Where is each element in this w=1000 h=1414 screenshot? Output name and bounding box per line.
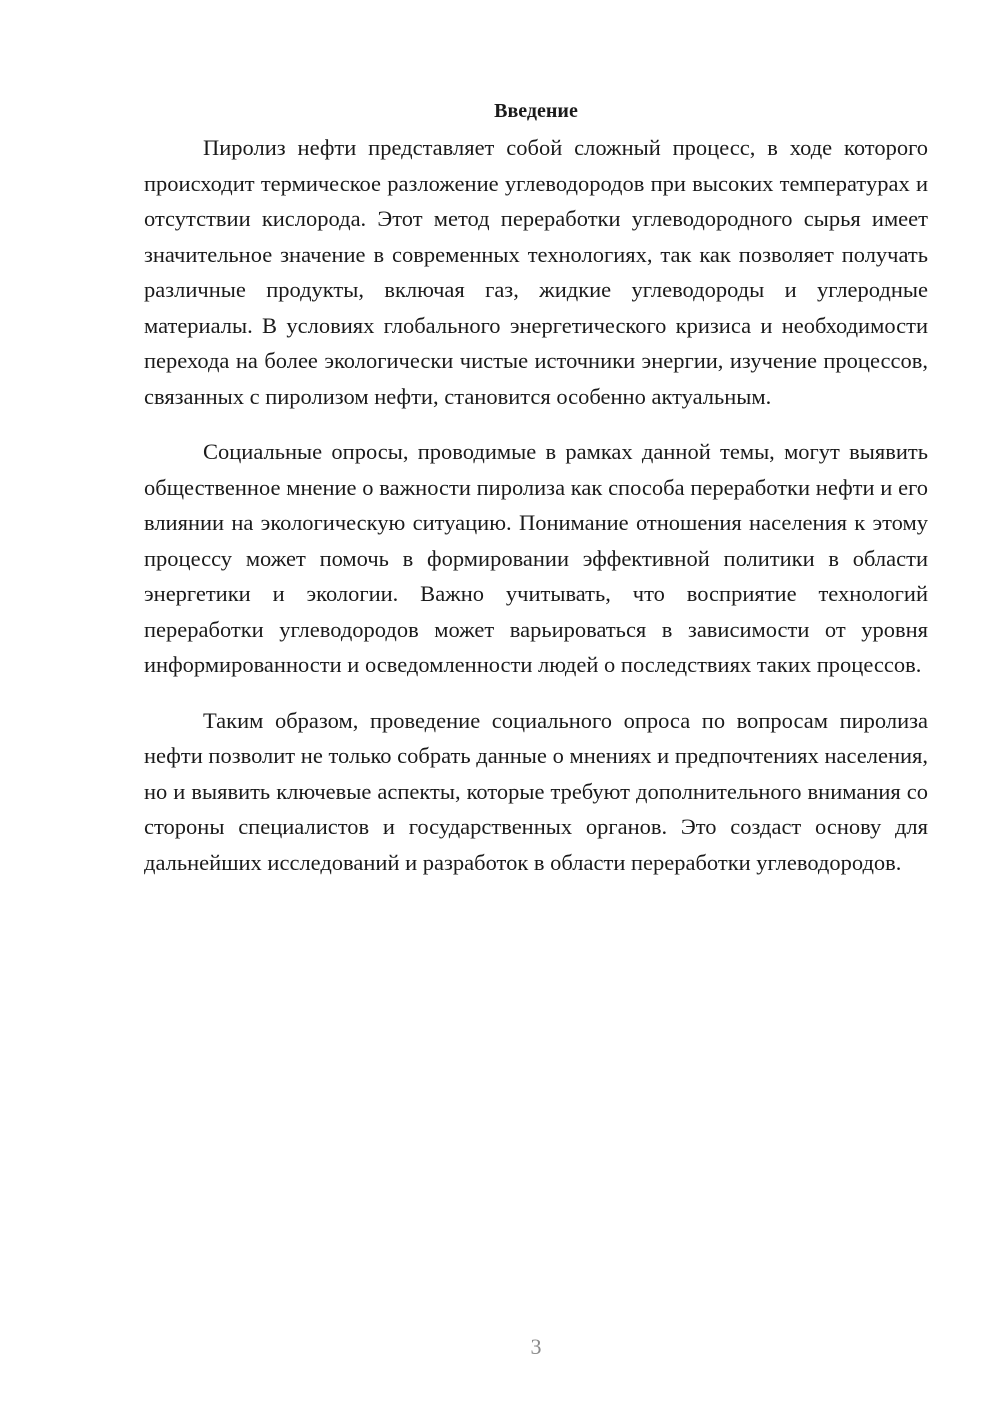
page-content [144,96,928,880]
section-title: Введение [494,100,578,122]
paragraph-3: Таким образом, проведение социального опроса по вопросам пиролиза нефти позволит не только собрать данные о мнениях и предпочтениях населения, но и выявить ключевые аспекты, которые требуют дополнительного внимания со стороны специалистов и государственных органов. Это создаст основу для дальнейших исследований и разработок в области переработки углеводородов. [144,707,928,875]
page-number: 3 [530,1334,542,1359]
paragraph-2: Социальные опросы, проводимые в рамках данной темы, могут выявить общественное мнение о важности пиролиза как способа переработки нефти и его влиянии на экологическую ситуацию. Понимание отношения населения к этому процессу может помочь в формировании эффективной политики в области энергетики и экологии. Важно учитывать, что восприятие технологий переработки углеводородов может варьироваться в зависимости от уровня информированности и осведомленности людей о последствиях таких процессов. [144,439,928,677]
paragraph-1: Пиролиз нефти представляет собой сложный процесс, в ходе которого происходит термическое разложение углеводородов при высоких температурах и отсутствии кислорода. Этот метод переработки углеводородного сырья имеет значительное значение в современных технологиях, так как позволяет получать различные продукты, включая газ, жидкие углеводороды и углеродные материалы. В условиях глобального энергетического кризиса и необходимости перехода на более экологически чистые источники энергии, изучение процессов, связанных с пиролизом нефти, становится особенно актуальным. [144,135,928,409]
